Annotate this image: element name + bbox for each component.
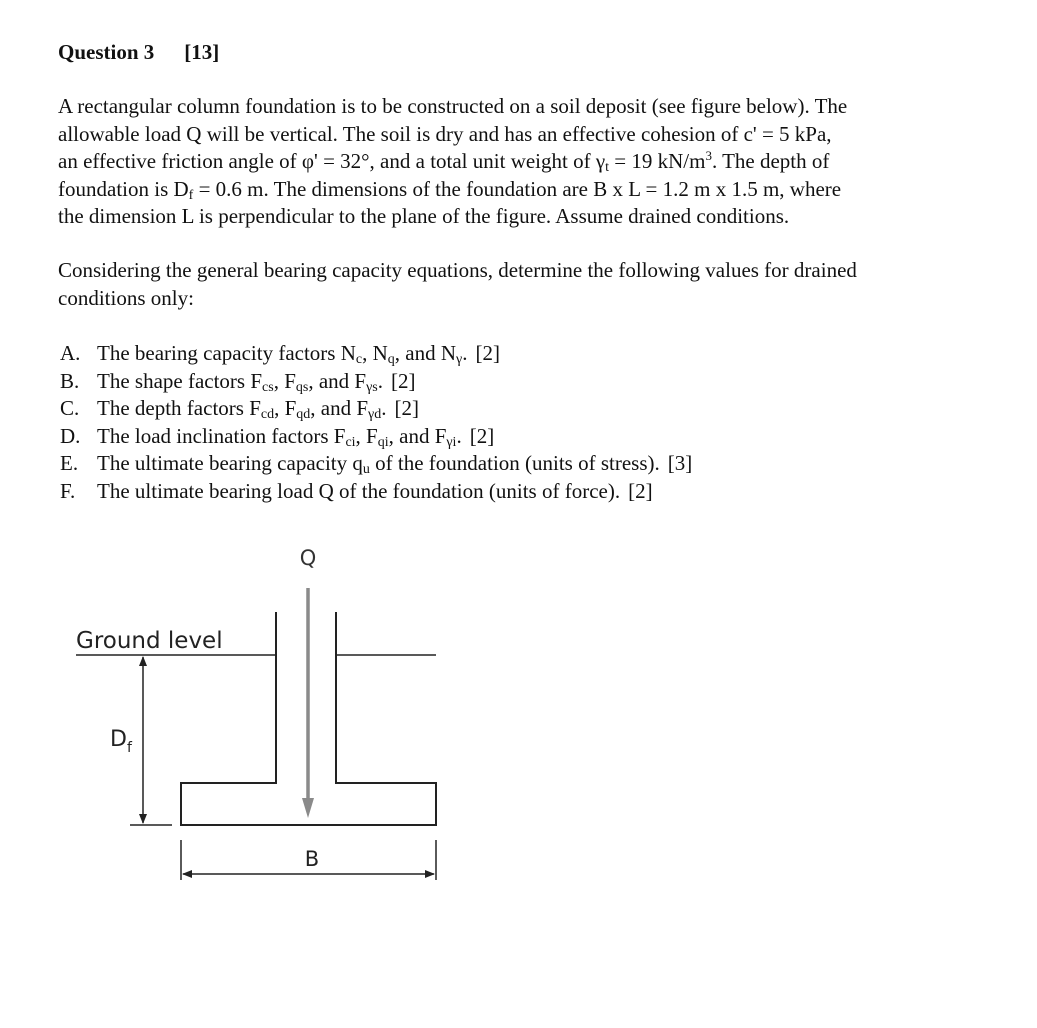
- depth-label: $D_f$: [110, 727, 132, 756]
- load-arrow-head: [302, 798, 314, 818]
- depth-arrow-top: [139, 656, 147, 666]
- intro-line-5: the dimension L is perpendicular to the plane of the figure. Assume drained conditions.: [58, 204, 790, 228]
- width-label: B: [304, 847, 320, 871]
- intro-line-1: A rectangular column foundation is to be constructed on a soil deposit (see figure below). The: [58, 94, 848, 118]
- width-arrow-right: [425, 870, 435, 878]
- ground-level-label: Ground level: [76, 628, 223, 654]
- marks-d: [2]: [469, 423, 495, 448]
- marks-e: [3]: [667, 451, 693, 475]
- intro-line-4: foundation is $D_f = 0.6$ m. The dimensions of the foundation are B x L = 1.2 m x 1.5 m, where: [58, 176, 842, 203]
- intro-line-2: allowable load Q will be vertical. The soil is dry and has an effective cohesion of c' = 5 kPa,: [58, 121, 832, 146]
- list-item-f: F. The ultimate bearing load Q of the foundation (units of force). [2]: [60, 478, 653, 503]
- list-item-d: D. The load inclination factors $F_{ci}$, $F_{qi}$, and $F_{\gamma i}$. [2]: [60, 423, 495, 450]
- depth-arrow-bottom: [139, 814, 147, 824]
- question-marks: [13]: [184, 40, 220, 64]
- marks-c: [2]: [394, 396, 419, 420]
- list-item-b: B. The shape factors $F_{cs}$, $F_{qs}$, and $F_{\gamma s}$. [2]: [60, 368, 416, 395]
- marks-a: [2]: [475, 341, 500, 365]
- marks-f: [2]: [628, 478, 653, 503]
- instruction-line-2: conditions only:: [58, 285, 194, 310]
- width-arrow-left: [182, 870, 192, 878]
- question-title: Question 3: [58, 40, 155, 64]
- list-item-e: E. The ultimate bearing capacity $q_u$ of the foundation (units of stress). [3]: [60, 451, 693, 477]
- list-item-c: C. The depth factors $F_{cd}$, $F_{qd}$, and $F_{\gamma d}$. [2]: [60, 396, 419, 422]
- load-label: Q: [299, 546, 317, 570]
- instruction-line-1: Considering the general bearing capacity equations, determine the following values for drained: [58, 258, 857, 282]
- intro-line-3: an effective friction angle of φ' = 32°, and a total unit weight of $\gamma_t = 19$ $kN/m^3$. The depth of: [58, 148, 830, 175]
- marks-b: [2]: [390, 368, 416, 393]
- list-item-a: A. The bearing capacity factors $N_c$, $N_q$, and $N_\gamma$. [2]: [60, 341, 500, 367]
